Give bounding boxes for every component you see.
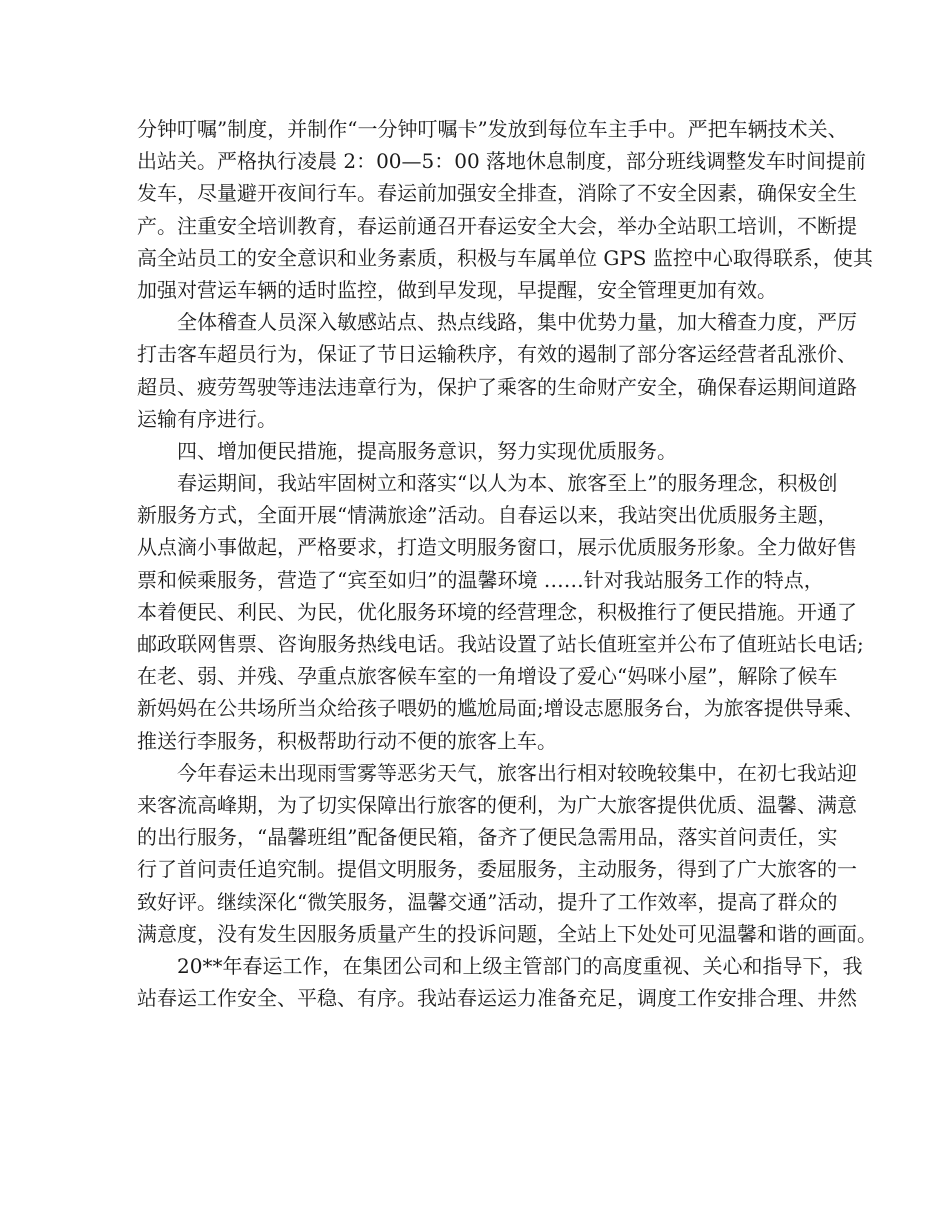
text-line: 全体稽查人员深入敏感站点、热点线路，集中优势力量，加大稽查力度，严厉 [177, 310, 857, 335]
text-line: 新妈妈在公共场所当众给孩子喂奶的尴尬局面;增设志愿服务台，为旅客提供导乘、 [137, 696, 864, 721]
document-body [137, 113, 877, 1014]
text-line: 产。注重安全培训教育，春运前通召开春运安全大会，举办全站职工培训，不断提 [137, 213, 857, 238]
text-line: 致好评。继续深化“微笑服务，温馨交通”活动，提升了工作效率，提高了群众的 [137, 889, 838, 914]
text-line: 站春运工作安全、平稳、有序。我站春运运力准备充足，调度工作安排合理、井然 [137, 986, 857, 1011]
text-line: 来客流高峰期，为了切实保障出行旅客的便利，为广大旅客提供优质、温馨、满意 [137, 792, 857, 817]
text-line: 打击客车超员行为，保证了节日运输秩序，有效的遏制了部分客运经营者乱涨价、 [137, 342, 857, 367]
text-line: 今年春运未出现雨雪雾等恶劣天气，旅客出行相对较晚较集中，在初七我站迎 [177, 760, 857, 785]
text-line: 满意度，没有发生因服务质量产生的投诉问题，全站上下处处可见温馨和谐的画面。 [137, 921, 877, 946]
text-line: 发车，尽量避开夜间行车。春运前加强安全排查，消除了不安全因素，确保安全生 [137, 181, 857, 206]
text-line: 运输有序进行。 [137, 406, 277, 431]
text-line: 从点滴小事做起，严格要求，打造文明服务窗口，展示优质服务形象。全力做好售 [137, 535, 857, 560]
text-line: 推送行李服务，积极帮助行动不便的旅客上车。 [137, 728, 557, 753]
text-line: 20**年春运工作，在集团公司和上级主管部门的高度重视、关心和指导下，我 [177, 953, 863, 978]
text-line: 行了首问责任追究制。提倡文明服务，委屈服务，主动服务，得到了广大旅客的一 [137, 857, 857, 882]
text-line: 出站关。严格执行凌晨 2：00—5：00 落地休息制度，部分班线调整发车时间提前 [137, 149, 867, 174]
text-line: 邮政联网售票、咨询服务热线电话。我站设置了站长值班室并公布了值班站长电话; [137, 632, 864, 656]
text-line: 高全站员工的安全意识和业务素质，积极与车属单位 GPS 监控中心取得联系，使其 [137, 245, 873, 270]
text-line: 加强对营运车辆的适时监控，做到早发现，早提醒，安全管理更加有效。 [137, 277, 777, 302]
text-line: 票和候乘服务，营造了“宾至如归”的温馨环境 ……针对我站服务工作的特点， [137, 567, 824, 592]
text-line: 在老、弱、并残、孕重点旅客候车室的一角增设了爱心“妈咪小屋”，解除了候车 [137, 664, 838, 689]
text-line: 超员、疲劳驾驶等违法违章行为，保护了乘客的生命财产安全，确保春运期间道路 [137, 374, 857, 399]
text-line: 分钟叮嘱”制度，并制作“一分钟叮嘱卡”发放到每位车主手中。严把车辆技术关、 [137, 117, 848, 141]
text-line: 的出行服务，“晶馨班组”配备便民箱，备齐了便民急需用品，落实首问责任，实 [137, 825, 838, 850]
text-line: 本着便民、利民、为民，优化服务环境的经营理念，积极推行了便民措施。开通了 [137, 599, 857, 624]
text-line: 新服务方式，全面开展“情满旅途”活动。自春运以来，我站突出优质服务主题， [137, 503, 838, 528]
text-line: 四、增加便民措施，提高服务意识，努力实现优质服务。 [177, 438, 677, 463]
text-line: 春运期间，我站牢固树立和落实“以人为本、旅客至上”的服务理念，积极创 [177, 471, 838, 496]
